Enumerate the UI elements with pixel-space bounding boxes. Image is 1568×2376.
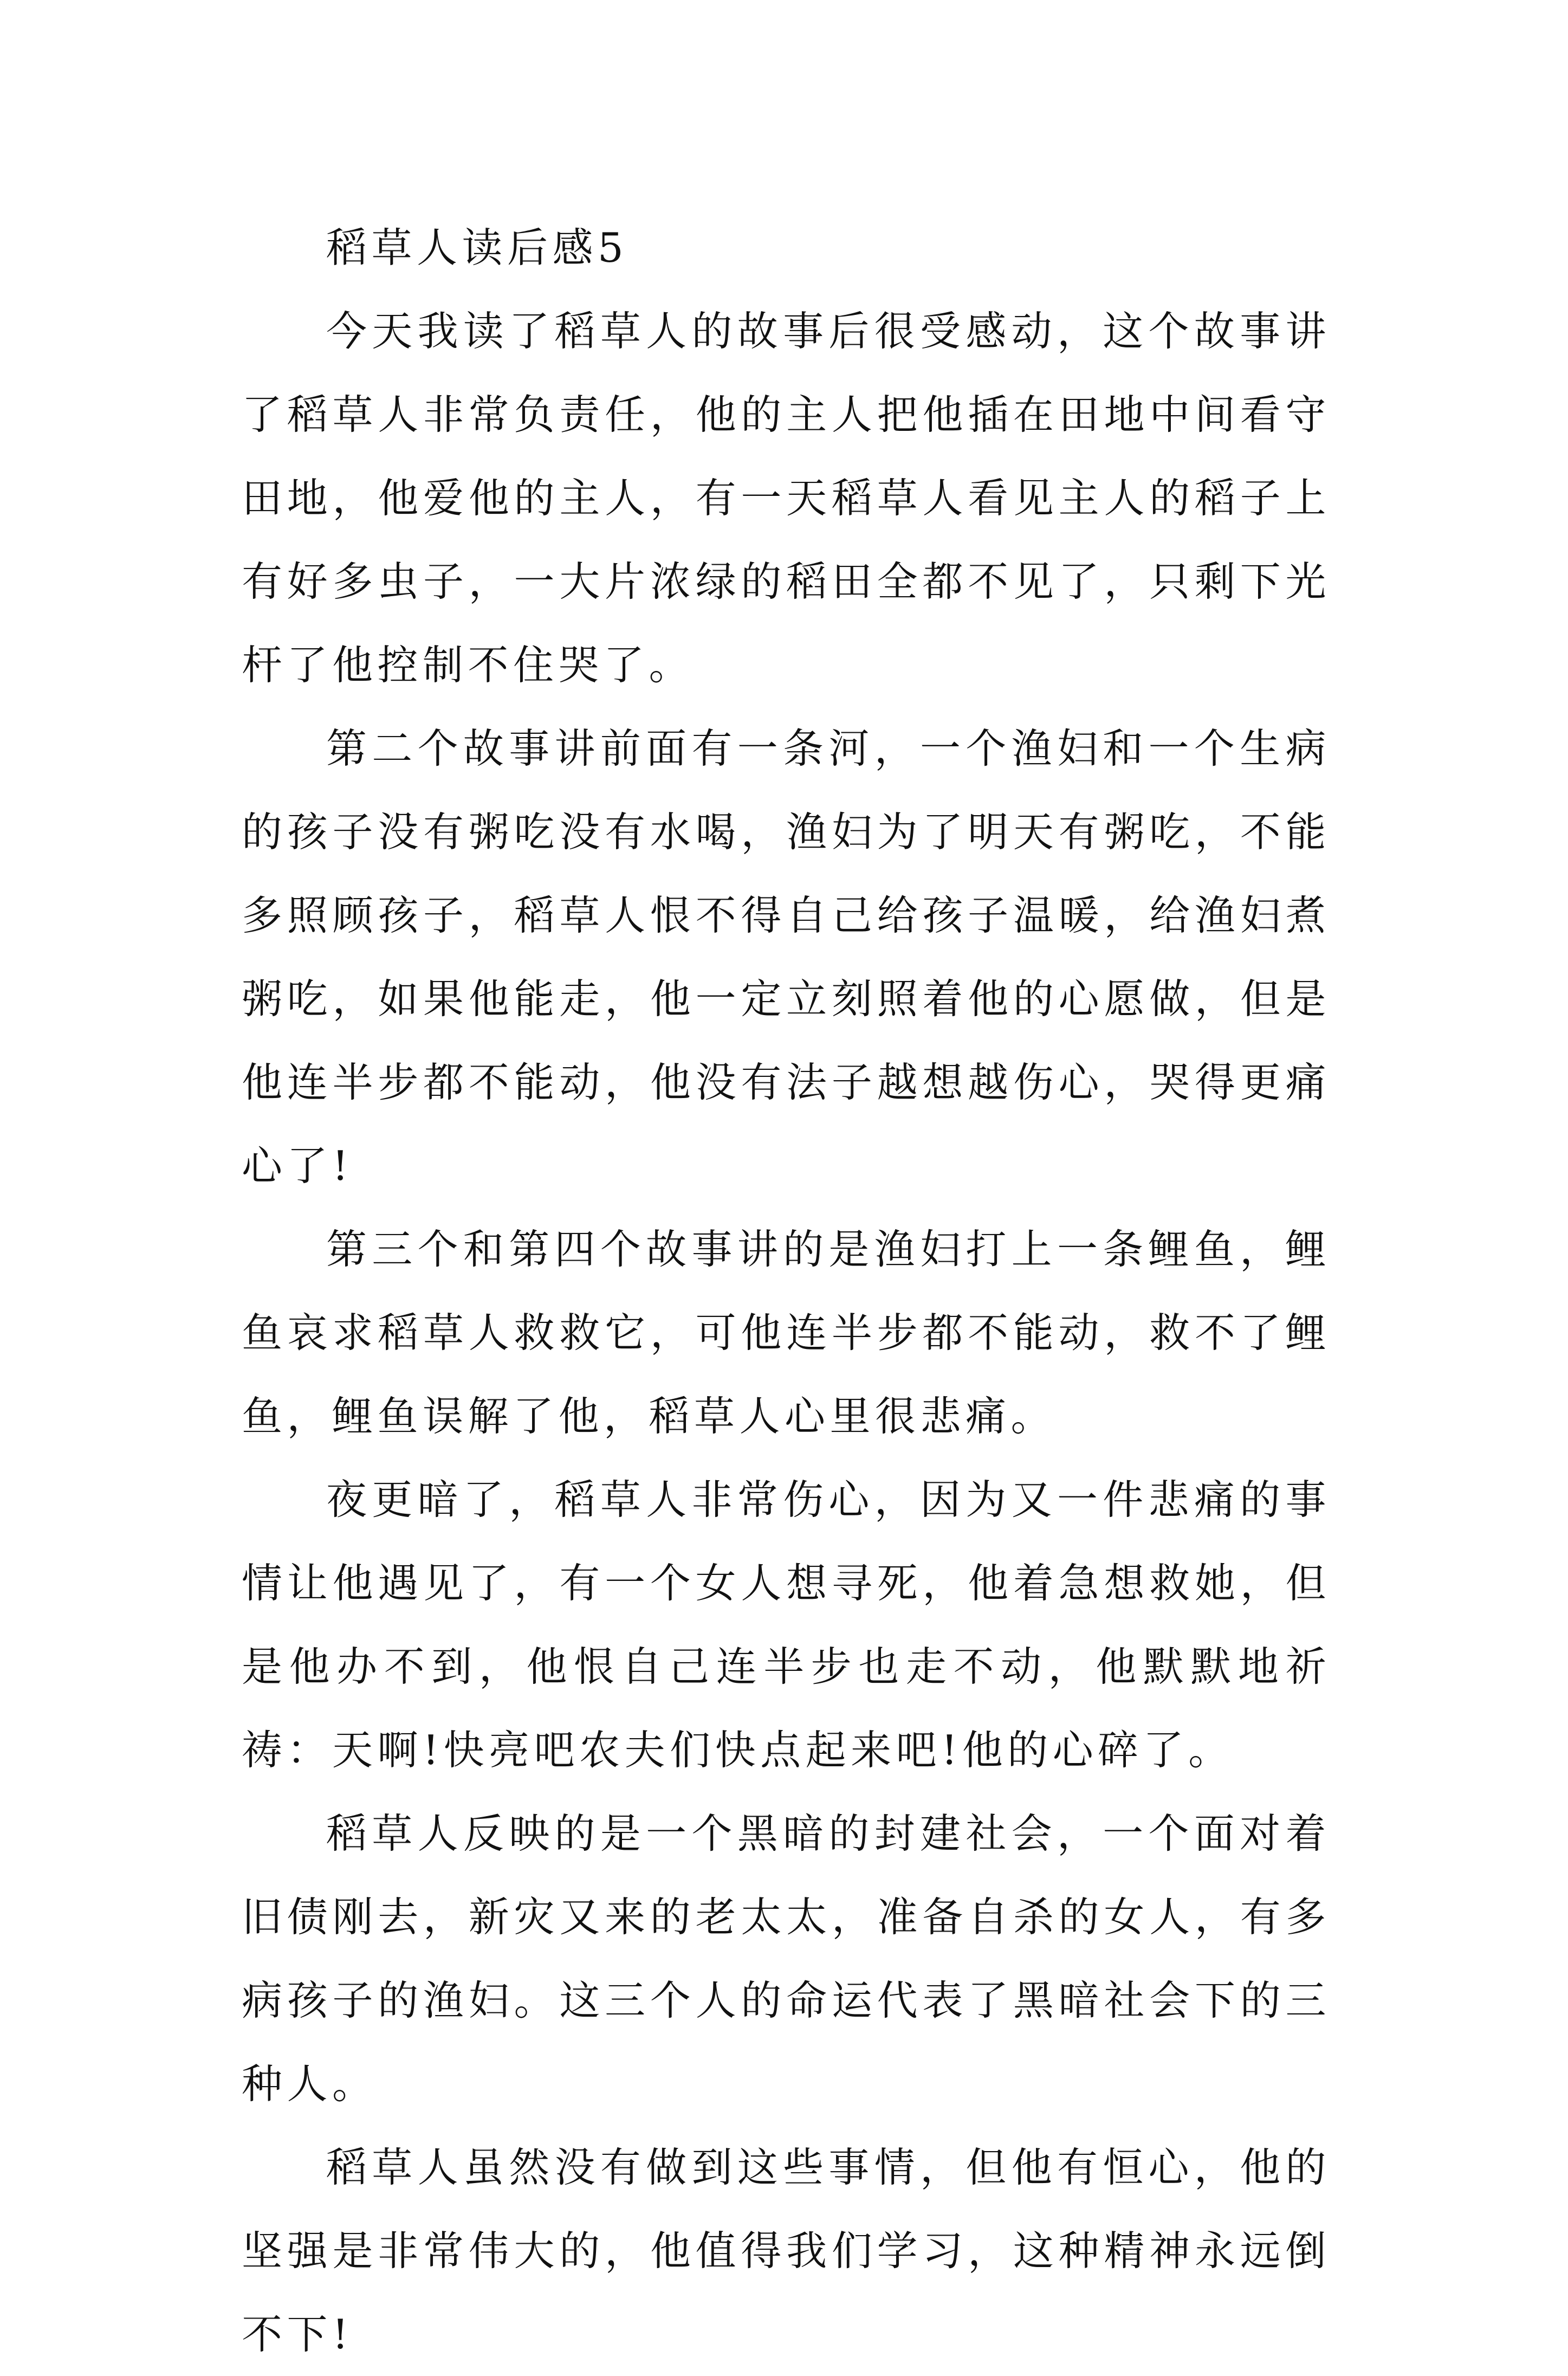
paragraph-5: 稻草人反映的是一个黑暗的封建社会，一个面对着旧债刚去，新灾又来的老太太，准备自杀的女人，有多病孩子的渔妇。这三个人的命运代表了黑暗社会下的三种人。 [242,1810,1331,2108]
paragraph-1: 今天我读了稻草人的故事后很受感动，这个故事讲了稻草人非常负责任，他的主人把他插在田地中间看守田地，他爱他的主人，有一天稻草人看见主人的稻子上有好多虫子，一大片浓绿的稻田全都不见了，只剩下光杆了他控制不住哭了。 [242,307,1331,689]
document-title: 稻草人读后感5 [326,224,629,272]
paragraph-6: 稻草人虽然没有做到这些事情，但他有恒心，他的坚强是非常伟大的，他值得我们学习，这种精神永远倒不下! [242,2143,1331,2358]
paragraph-2: 第二个故事讲前面有一条河，一个渔妇和一个生病的孩子没有粥吃没有水喝，渔妇为了明天有粥吃，不能多照顾孩子，稻草人恨不得自己给孩子温暖，给渔妇煮粥吃，如果他能走，他一定立刻照着他的心愿做，但是他连半步都不能动，他没有法子越想越伤心，哭得更痛心了! [242,725,1331,1190]
document-body [242,206,1331,2376]
paragraph-3: 第三个和第四个故事讲的是渔妇打上一条鲤鱼，鲤鱼哀求稻草人救救它，可他连半步都不能动，救不了鲤鱼，鲤鱼误解了他，稻草人心里很悲痛。 [242,1225,1331,1440]
paragraph-4: 夜更暗了，稻草人非常伤心，因为又一件悲痛的事情让他遇见了，有一个女人想寻死，他着急想救她，但是他办不到，他恨自己连半步也走不动，他默默地祈祷：天啊!快亮吧农夫们快点起来吧!他的心碎了。 [242,1476,1331,1774]
